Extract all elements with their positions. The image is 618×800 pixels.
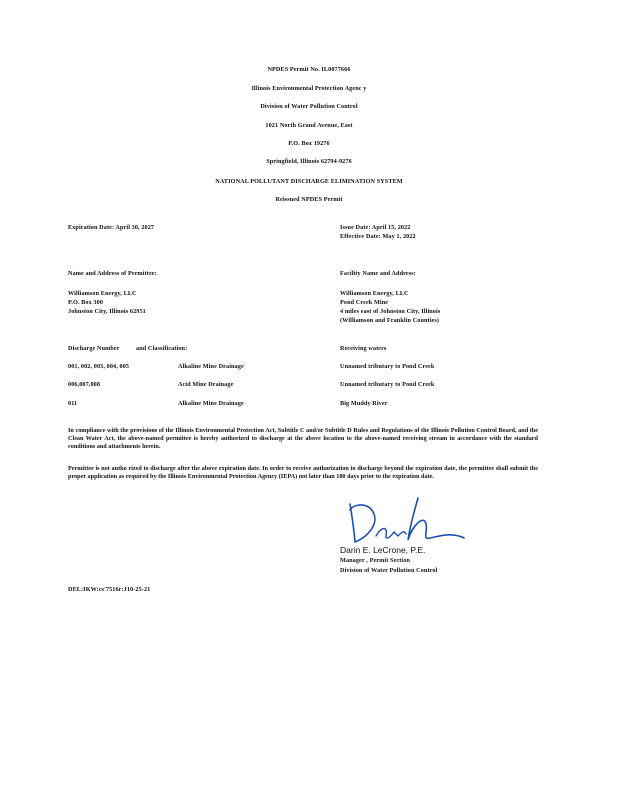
reissued-label: Reissued NPDES Permit xyxy=(275,196,343,203)
facility-line1: Williamson Energy, LLC xyxy=(340,290,409,297)
permittee-line3: Johnston City, Illinois 62951 xyxy=(68,308,146,315)
facility-line3: 4 miles east of Johnston City, Illinois xyxy=(340,308,441,315)
permit-number: NPDES Permit No. IL0077666 xyxy=(267,66,351,73)
receiving-waters-heading: Receiving waters xyxy=(340,345,387,352)
signer-title: Manager , Permit Section xyxy=(340,557,410,564)
discharge-number-heading: Discharge Number xyxy=(68,345,120,352)
facility-line4: (Williamson and Franklin Counties) xyxy=(340,317,440,324)
discharge-row-classification: Alkaline Mine Drainage xyxy=(178,363,244,370)
permittee-line2: P.O. Box 300 xyxy=(68,299,104,306)
compliance-paragraph: In compliance with the provisions of the Illinois Environmental Protection Act, Subtitle C and/or Subtitle D Rules and Regulations of the Illinois Pollution Control Board, and the Clean Water Act, the above-named permittee is hereby authorized to discharge at the above location to the above-named receiving stream in accordance with the standard conditions and attachments herein. xyxy=(68,427,538,451)
effective-date: Effective Date: May 1, 2022 xyxy=(340,233,416,240)
signer-division: Division of Water Pollution Control xyxy=(340,567,438,574)
system-title: NATIONAL POLLUTANT DISCHARGE ELIMINATION SYSTEM xyxy=(215,178,403,185)
classification-heading: and Classification: xyxy=(136,345,188,352)
facility-line2: Pond Creek Mine xyxy=(340,299,389,306)
discharge-row-water: Unnamed tributary to Pond Creek xyxy=(340,381,435,388)
discharge-row-water: Unnamed tributary to Pond Creek xyxy=(340,363,435,370)
issue-date: Issue Date: April 15, 2022 xyxy=(340,224,411,231)
reference-code: DEL:IKW:cs'7516r:J10-25-21 xyxy=(68,586,151,593)
discharge-row-classification: Alkaline Mine Drainage xyxy=(178,400,244,407)
division-name: Division of Water Pollution Control xyxy=(260,103,358,110)
permittee-heading: Name and Address of Permittee: xyxy=(68,270,157,277)
expiration-date: Expiration Date: April 30, 2027 xyxy=(68,224,155,231)
facility-heading: Facility Name and Address: xyxy=(340,270,416,277)
discharge-row-water: Big Muddy River xyxy=(340,400,388,407)
renewal-paragraph: Permittee is not autho rized to discharge after the above expiration date. In order to receive authorization to discharge beyond the expiration date, the permittee shall submit the proper application as required by the Illinois Environmental Protection Agency (IEPA) not later than 180 days prior to the expiration date. xyxy=(68,465,538,481)
signer-name: Darin E. LeCrone, P.E. xyxy=(340,545,426,555)
permittee-line1: Williamson Energy, LLC xyxy=(68,290,137,297)
discharge-row-classification: Acid Mine Drainage xyxy=(178,381,234,388)
discharge-row-number: 001, 002, 003, 004, 005 xyxy=(68,363,130,370)
po-box: P.O. Box 19276 xyxy=(288,140,330,147)
discharge-row-number: 006,007,008 xyxy=(68,381,101,388)
agency-name: Illinois Environmental Protection Agenc y xyxy=(251,85,367,92)
city-address: Springfield, Illinois 62794-9276 xyxy=(266,158,352,165)
discharge-row-number: 011 xyxy=(68,400,78,407)
street-address: 1021 North Grand Avenue, East xyxy=(265,122,353,129)
signature-image xyxy=(340,496,480,548)
